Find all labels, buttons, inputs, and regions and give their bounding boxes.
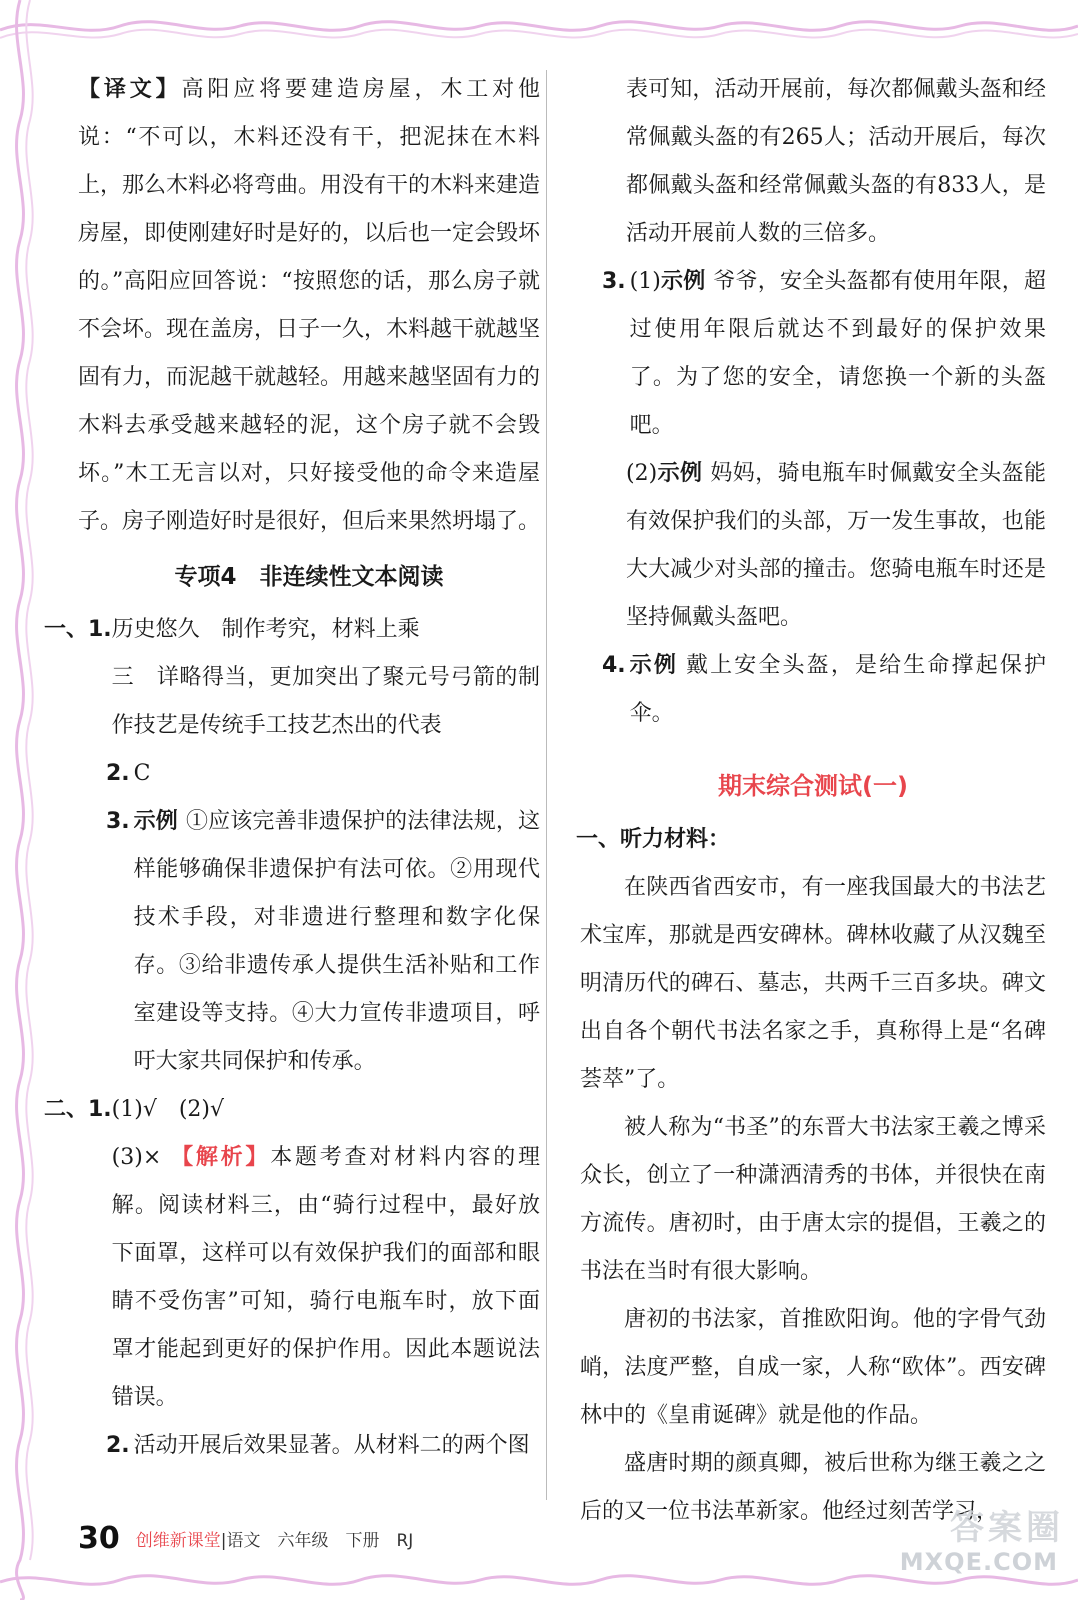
answer-2-3 (580, 258, 1046, 450)
left-wavy-border (0, 0, 40, 1600)
section-title-special-4: 专项4 非连续性文本阅读 (174, 564, 444, 590)
answer-1-1 (44, 606, 540, 750)
analysis-tag: 【解析】 (171, 1145, 271, 1170)
answer-label: 3. (602, 269, 626, 294)
answer-text: (1)示例 爷爷，安全头盔都有使用年限，超过使用年限后就达不到最好的保护效果了。为了您的安全，请您换一个新的头盔吧。 (629, 269, 1046, 438)
answer-2-2-continued: 表可知，活动开展前，每次都佩戴头盔和经常佩戴头盔的有265人；活动开展后，每次都佩戴头盔和经常佩戴头盔的有833人，是活动开展前人数的三倍多。 (626, 77, 1046, 246)
answer-2-3-2 (580, 450, 1046, 642)
answer-text: 三 详略得当，更加突出了聚元号弓箭的制作技艺是传统手工技艺杰出的代表 (111, 665, 540, 738)
listening-paragraph: 被人称为“书圣”的东晋大书法家王羲之博采众长，创立了一种潇洒清秀的书体，并很快在南方流传。唐初时，由于唐太宗的提倡，王羲之的书法在当时有很大影响。 (580, 1115, 1046, 1284)
answer-2-2 (78, 1422, 540, 1470)
analysis-paragraph: (3)× 【解析】本题考查对材料内容的理解。阅读材料三，由“骑行过程中，最好放下面罩，这样可以有效保护我们的面部和眼睛不受伤害”可知，骑行电瓶车时，放下面罩才能起到更好的保护作用。因此本题说法错误。 (111, 1145, 540, 1410)
answer-2-1 (44, 1086, 540, 1422)
example-tag: 示例 (629, 653, 678, 678)
translation-tag: 【译文】 (78, 77, 182, 102)
left-column (44, 66, 541, 1470)
watermark-text-cn: 答案圈 (950, 1508, 1064, 1548)
brand-name: 创维新课堂 (135, 1530, 221, 1551)
answer-text: (1)√ (2)√ (111, 1097, 225, 1122)
answer-label: 3. (106, 809, 130, 834)
answer-text: 示例 ①应该完善非遗保护的法律法规，这样能够确保非遗保护有法可依。②用现代技术手段，对非遗进行整理和数字化保存。③给非遗传承人提供生活补贴和工作室建设等支持。④大力宣传非遗项目，呼吁大家共同保护和传承。 (133, 809, 540, 1074)
page-footer (78, 1520, 413, 1556)
top-wavy-border (0, 0, 1078, 48)
answer-label: 一、1. (44, 617, 112, 642)
answer-label: 4. (602, 653, 626, 678)
answer-label: 2. (106, 761, 130, 786)
listening-paragraph: 唐初的书法家，首推欧阳询。他的字骨气劲峭，法度严整，自成一家，人称“欧体”。西安碑林中的《皇甫诞碑》就是他的作品。 (580, 1307, 1046, 1428)
column-divider (546, 70, 547, 1500)
answer-text: 示例 戴上安全头盔，是给生命撑起保护伞。 (629, 653, 1046, 726)
answer-label: 二、1. (44, 1097, 112, 1122)
example-tag: 示例 (657, 461, 703, 486)
answer-text: 历史悠久 制作考究，材料上乘 (111, 617, 420, 642)
page-number: 30 (78, 1520, 120, 1556)
answer-text: (2)示例 妈妈，骑电瓶车时佩戴安全头盔能有效保护我们的头部，万一发生事故，也能大大减少对头部的撞击。您骑电瓶车时还是坚持佩戴头盔吧。 (626, 461, 1046, 630)
answer-text: C (133, 761, 151, 786)
listening-paragraph: 在陕西省西安市，有一座我国最大的书法艺术宝库，那就是西安碑林。碑林收藏了从汉魏至明清历代的碑石、墓志，共两千三百多块。碑文出自各个朝代书法名家之手，真称得上是“名碑荟萃”了。 (580, 875, 1046, 1092)
watermark-text-en: MXQE.COM (899, 1548, 1058, 1576)
answer-1-3 (78, 798, 540, 1086)
example-tag: 示例 (660, 269, 706, 294)
watermark (899, 1500, 1064, 1590)
answer-text: 活动开展后效果显著。从材料二的两个图 (133, 1433, 530, 1458)
translation-paragraph (78, 66, 540, 546)
listening-paragraph: 盛唐时期的颜真卿，被后世称为继王羲之之后的又一位书法革新家。他经过刻苦学习， (580, 1451, 1046, 1524)
listening-material-label: 一、听力材料： (576, 827, 731, 852)
translation-text: 高阳应将要建造房屋，木工对他说：“不可以，木料还没有干，把泥抹在木料上，那么木料必将弯曲。用没有干的木料来建造房屋，即使刚建好时是好的，以后也一定会毁坏的。”高阳应回答说：“按照您的话，那么房子就不会坏。现在盖房，日子一久，木料越干就越坚固有力，而泥越干就越轻。用越来越坚固有力的木料去承受越来越轻的泥，这个房子就不会毁坏。”木工无言以对，只好接受他的命令来造屋子。房子刚造好时是很好，但后来果然坍塌了。 (78, 77, 541, 534)
footer-info: 创维新课堂|语文 六年级 下册 RJ (135, 1530, 414, 1551)
answer-2-4 (580, 642, 1046, 738)
section-title-final-test: 期末综合测试(一) (718, 772, 908, 800)
example-tag: 示例 (133, 809, 178, 834)
answer-label: 2. (106, 1433, 130, 1458)
answer-1-2 (78, 750, 540, 798)
right-column (576, 66, 1046, 1536)
